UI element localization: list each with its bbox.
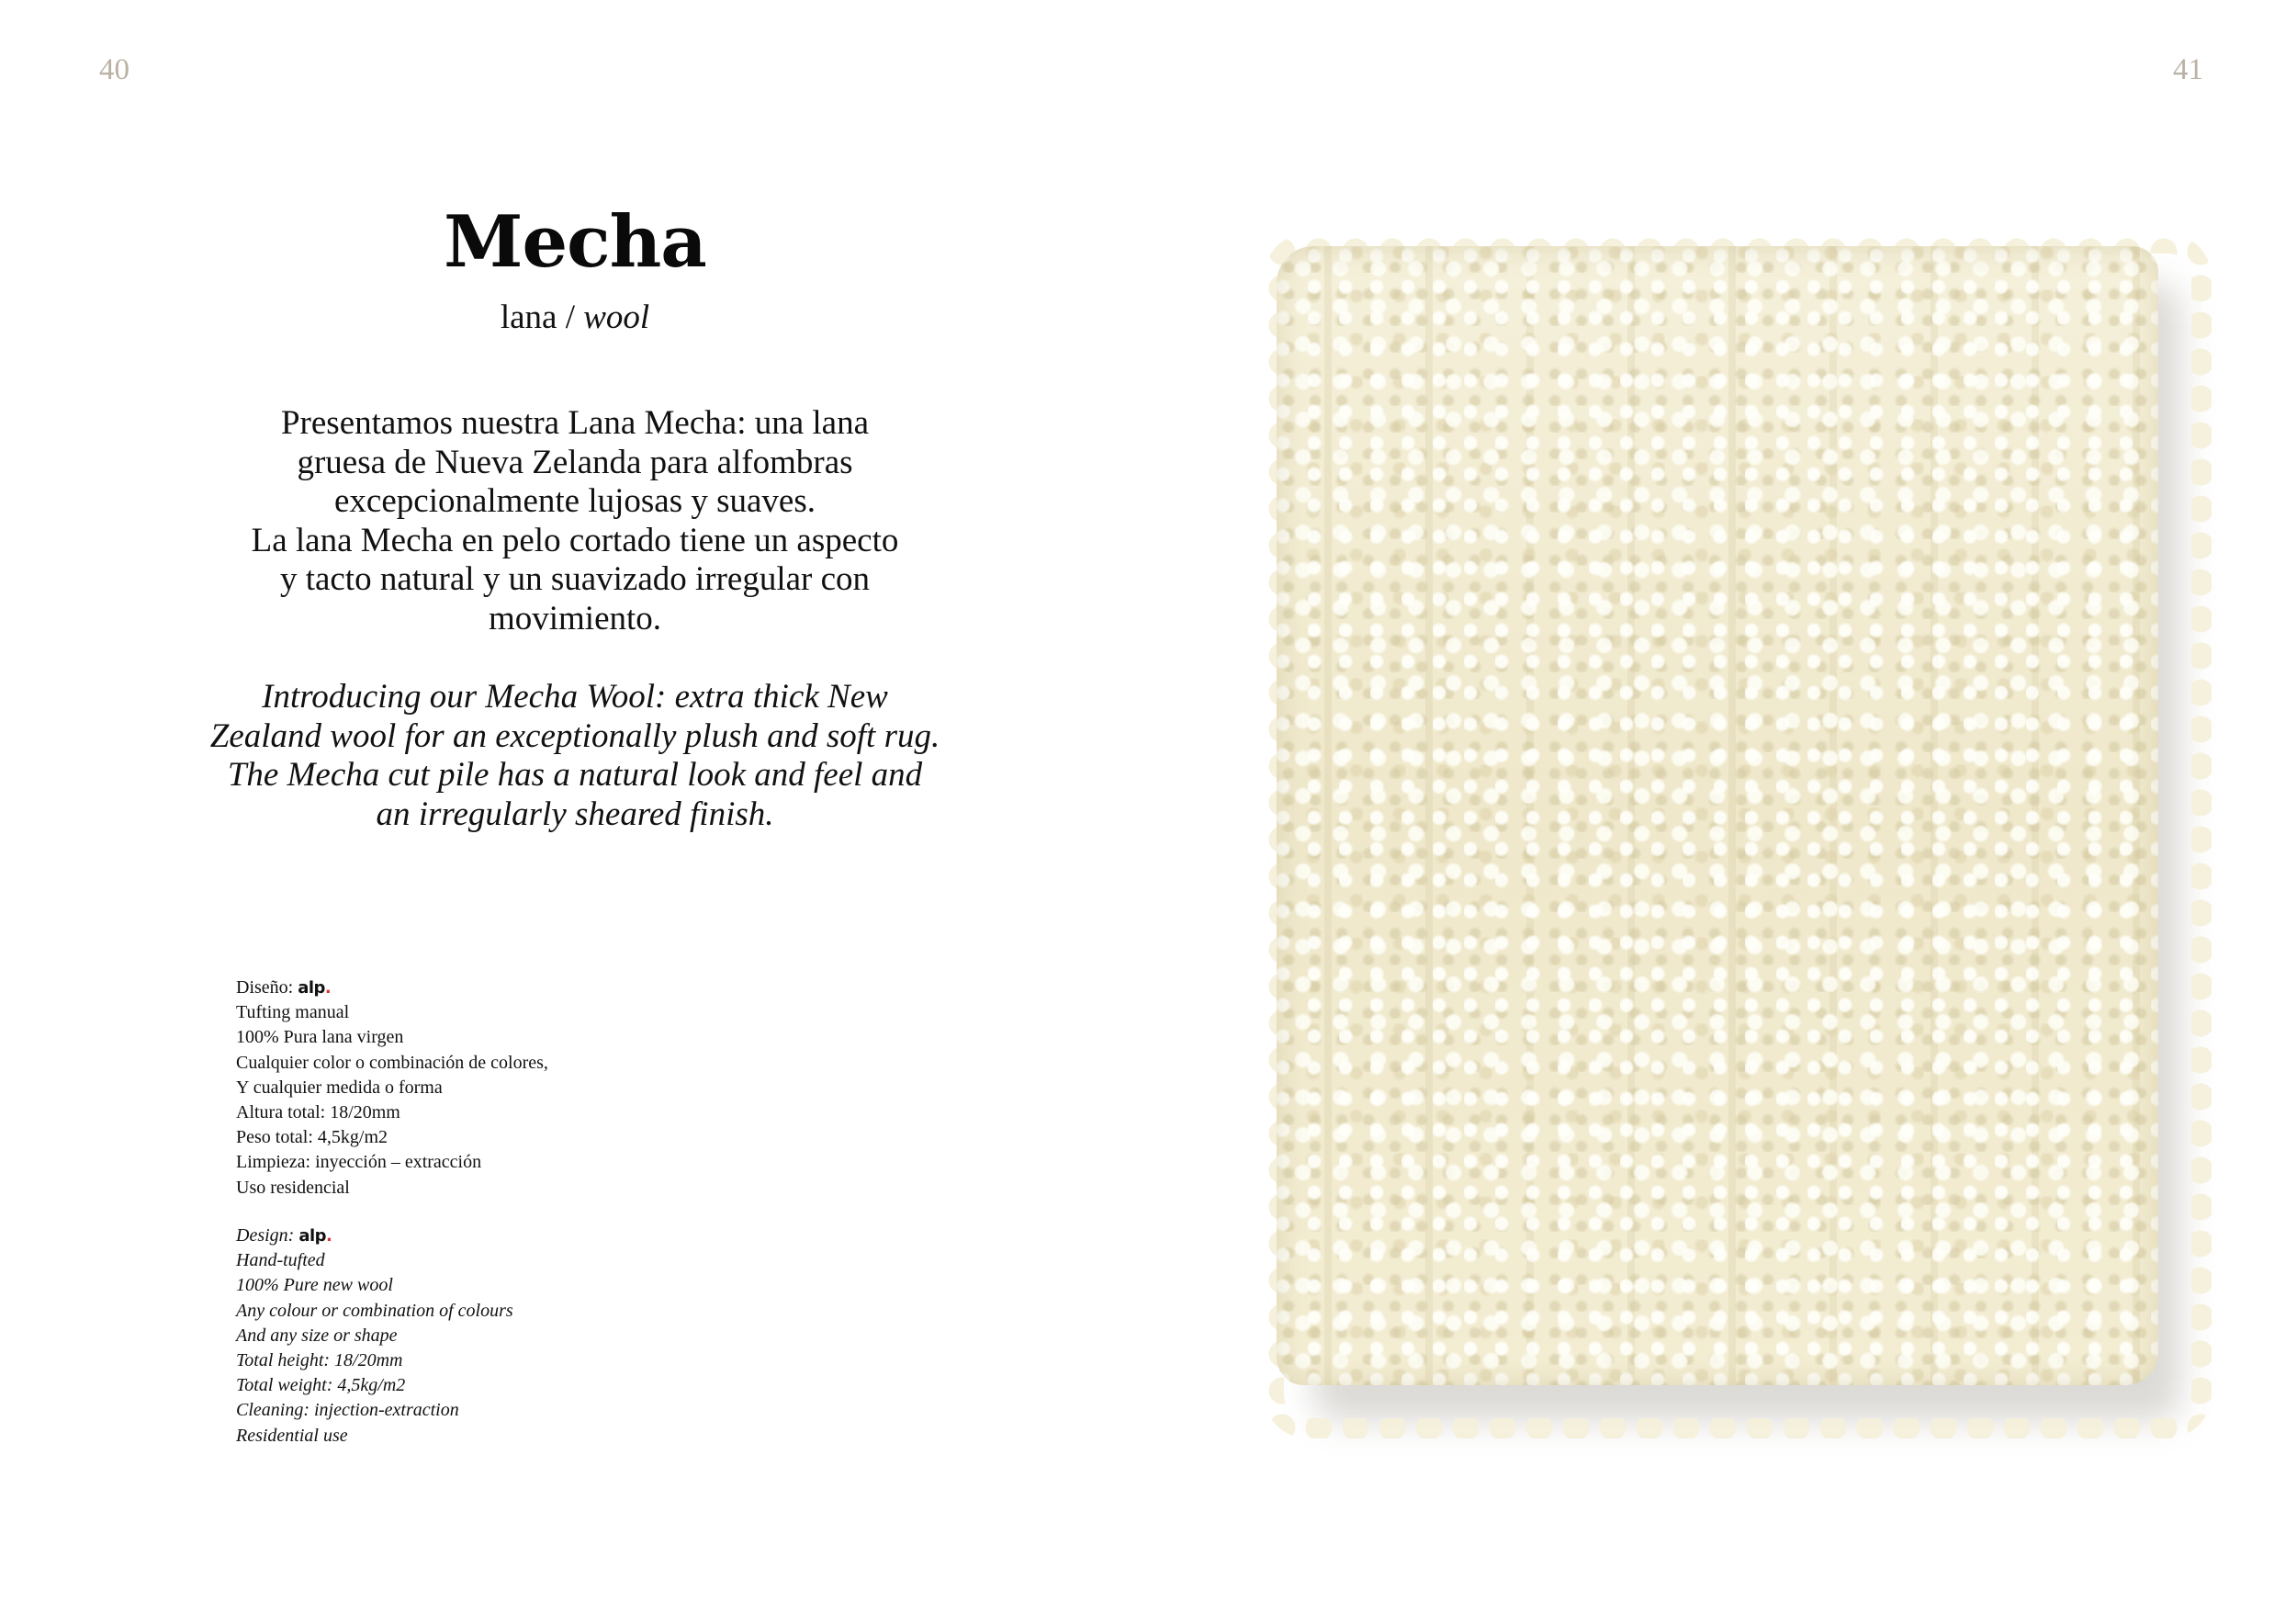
subtitle-es: lana	[500, 299, 557, 336]
spec-row: Hand-tufted	[236, 1250, 325, 1271]
intro-en-line: an irregularly sheared finish.	[376, 795, 774, 833]
subtitle-en: wool	[583, 299, 650, 336]
spec-row: Limpieza: inyección – extracción	[236, 1152, 482, 1173]
spec-row: Any colour or combination of colours	[236, 1300, 513, 1321]
product-subtitle	[0, 298, 1150, 337]
intro-en-line: Zealand wool for an exceptionally plush and soft rug.	[209, 716, 940, 755]
intro-es-line: Presentamos nuestra Lana Mecha: una lana	[280, 404, 870, 442]
rug-sample-image	[1277, 246, 2195, 1431]
spec-row: Cleaning: injection-extraction	[236, 1400, 459, 1421]
brand-logo: alp .	[298, 978, 331, 998]
brand-logo: alp .	[298, 1226, 332, 1246]
design-label: Diseño:	[236, 977, 294, 998]
intro-spanish	[208, 404, 942, 638]
spec-row: Uso residencial	[236, 1177, 350, 1198]
intro-es-line: gruesa de Nueva Zelanda para alfombras	[297, 443, 853, 481]
intro-es-line: excepcionalmente lujosas y suaves.	[334, 482, 816, 520]
spec-row: Peso total: 4,5kg/m2	[236, 1127, 388, 1148]
spec-row: Total height: 18/20mm	[236, 1350, 403, 1371]
spec-row: Residential use	[236, 1425, 348, 1446]
page-number-right: 41	[2173, 53, 2203, 86]
specs-spanish	[236, 976, 548, 1201]
specs-english	[236, 1224, 513, 1449]
subtitle-separator: /	[557, 299, 584, 336]
design-row	[236, 1224, 513, 1248]
spec-row: 100% Pure new wool	[236, 1275, 393, 1296]
intro-english	[208, 678, 942, 834]
intro-en-line: Introducing our Mecha Wool: extra thick New	[262, 678, 888, 716]
intro-es-line: y tacto natural y un suavizado irregular con	[279, 560, 871, 598]
spec-row: Cualquier color o combinación de colores,	[236, 1052, 548, 1073]
page-number-left: 40	[99, 53, 129, 86]
spec-row: Tufting manual	[236, 1002, 350, 1023]
spec-row: Y cualquier medida o forma	[236, 1077, 443, 1098]
intro-es-line: movimiento.	[488, 599, 662, 637]
spec-row: Altura total: 18/20mm	[236, 1102, 400, 1123]
product-title: Mecha	[444, 200, 706, 284]
intro-en-line: The Mecha cut pile has a natural look and feel and	[227, 756, 923, 794]
spec-row: And any size or shape	[236, 1325, 398, 1346]
design-label: Design:	[236, 1225, 295, 1246]
spec-row: 100% Pura lana virgen	[236, 1027, 404, 1048]
design-row	[236, 976, 548, 1000]
wool-rug-swatch	[1277, 246, 2158, 1385]
intro-es-line: La lana Mecha en pelo cortado tiene un aspecto	[251, 521, 899, 559]
spec-row: Total weight: 4,5kg/m2	[236, 1375, 406, 1396]
